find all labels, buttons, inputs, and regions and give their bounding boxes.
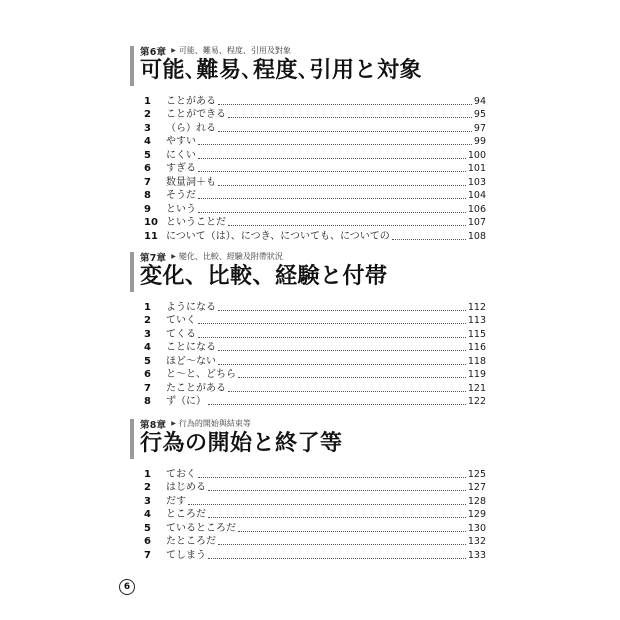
dot-leader (198, 144, 472, 145)
entry-label: そうだ (166, 190, 196, 201)
toc-entry[interactable] (130, 229, 486, 243)
dot-leader (208, 404, 466, 405)
entry-page: 130 (467, 522, 486, 534)
toc-entry[interactable] (130, 381, 486, 395)
entry-label: ことができる (166, 109, 226, 120)
dot-leader (218, 544, 466, 545)
entry-number: 7 (144, 382, 151, 394)
chapter-subtitle: 可能、難易、程度、引用及對象 (178, 46, 291, 55)
toc-entry[interactable] (130, 175, 486, 189)
entry-label: ず（に） (166, 396, 206, 407)
dot-leader (198, 477, 466, 478)
entry-number: 2 (144, 315, 151, 326)
entry-label: （ら）れる (166, 122, 216, 134)
toc-entry[interactable] (130, 162, 486, 176)
toc-entry[interactable] (130, 467, 486, 481)
toc-entry[interactable] (130, 121, 486, 135)
entry-label: と～と、どちら (166, 369, 236, 380)
dot-leader (228, 225, 466, 226)
dot-leader (198, 212, 466, 213)
dot-leader (198, 323, 466, 324)
dot-leader (218, 310, 466, 311)
entry-page: 133 (467, 549, 486, 561)
entry-label: はじめる (166, 482, 206, 493)
toc-list (130, 467, 486, 562)
chapter-6 (130, 44, 486, 243)
toc-entry[interactable] (130, 535, 486, 549)
chapter-bar (130, 46, 134, 86)
toc-entry[interactable] (130, 354, 486, 368)
entry-label: ていく (166, 315, 196, 326)
toc-list (130, 94, 486, 243)
toc-entry[interactable] (130, 202, 486, 216)
entry-page: 125 (467, 468, 486, 480)
toc-entry[interactable] (130, 327, 486, 341)
dot-leader (188, 504, 466, 505)
triangle-right-icon: ▶ (171, 253, 176, 260)
toc-entry[interactable] (130, 135, 486, 149)
entry-number: 9 (144, 203, 151, 215)
entry-page: 104 (467, 190, 486, 201)
chapter-number: 第7章 (140, 252, 167, 264)
entry-number: 6 (144, 163, 151, 174)
entry-number: 10 (144, 217, 158, 228)
entry-label: ほど～ない (166, 355, 216, 367)
entry-number: 7 (144, 176, 151, 188)
chapter-title: 可能､難易､程度､引用と対象 (140, 58, 423, 83)
entry-page: 122 (467, 396, 486, 407)
entry-label: 数量詞＋も (166, 176, 216, 188)
entry-page: 112 (467, 301, 486, 313)
entry-label: やすい (166, 136, 196, 147)
entry-label: すぎる (166, 163, 196, 174)
dot-leader (198, 158, 466, 159)
dot-leader (198, 337, 466, 338)
chapter-label-row (140, 44, 486, 57)
toc-entry[interactable] (130, 148, 486, 162)
entry-page: 128 (467, 495, 486, 507)
dot-leader (218, 350, 466, 351)
chapter-header (130, 44, 486, 84)
chapter-header (130, 250, 486, 290)
entry-page: 127 (467, 482, 486, 493)
toc-entry[interactable] (130, 189, 486, 203)
chapter-number: 第8章 (140, 419, 167, 431)
chapter-title: 変化、比較、経験と付帯 (140, 264, 388, 289)
toc-entry[interactable] (130, 300, 486, 314)
entry-page: 129 (467, 509, 486, 520)
entry-number: 5 (144, 355, 151, 367)
chapter-bar (130, 419, 134, 459)
entry-label: ておく (166, 468, 196, 480)
chapter-label-row (140, 417, 486, 430)
chapter-subtitle: 變化、比較、經驗及附帶狀況 (178, 252, 283, 261)
entry-label: てくる (166, 328, 196, 340)
toc-entry[interactable] (130, 395, 486, 409)
entry-label: という (166, 203, 196, 215)
entry-number: 6 (144, 536, 151, 547)
toc-entry[interactable] (130, 481, 486, 495)
dot-leader (238, 531, 466, 532)
entry-label: ようになる (166, 301, 216, 313)
entry-page: 118 (467, 355, 486, 367)
entry-page: 97 (473, 122, 486, 134)
toc-entry[interactable] (130, 548, 486, 562)
dot-leader (228, 117, 472, 118)
triangle-right-icon: ▶ (171, 47, 176, 54)
chapter-label-row (140, 250, 486, 263)
triangle-right-icon: ▶ (171, 420, 176, 427)
entry-page: 99 (473, 136, 486, 147)
entry-number: 7 (144, 549, 151, 561)
entry-page: 106 (467, 203, 486, 215)
entry-label: ているところだ (166, 522, 236, 534)
dot-leader (392, 239, 466, 240)
dot-leader (208, 558, 466, 559)
entry-page: 121 (467, 382, 486, 394)
entry-number: 3 (144, 495, 151, 507)
dot-leader (228, 391, 466, 392)
dot-leader (198, 198, 466, 199)
chapter-bar (130, 252, 134, 292)
entry-number: 11 (144, 230, 158, 242)
entry-number: 3 (144, 328, 151, 340)
entry-page: 115 (467, 328, 486, 340)
entry-number: 2 (144, 482, 151, 493)
entry-page: 113 (467, 315, 486, 326)
chapter-header (130, 417, 486, 457)
toc-entry[interactable] (130, 314, 486, 328)
toc-list (130, 300, 486, 408)
entry-number: 8 (144, 396, 151, 407)
chapter-8 (130, 417, 486, 562)
entry-page: 94 (473, 95, 486, 107)
entry-number: 4 (144, 136, 151, 147)
entry-number: 1 (144, 95, 151, 107)
toc-entry[interactable] (130, 108, 486, 122)
dot-leader (218, 364, 466, 365)
entry-label: たところだ (166, 536, 216, 547)
entry-number: 5 (144, 149, 151, 161)
toc-entry[interactable] (130, 368, 486, 382)
entry-label: ことになる (166, 342, 216, 353)
toc-entry[interactable] (130, 521, 486, 535)
toc-entry[interactable] (130, 494, 486, 508)
entry-page: 95 (473, 109, 486, 120)
toc-entry[interactable] (130, 94, 486, 108)
entry-page: 119 (467, 369, 486, 380)
toc-entry[interactable] (130, 508, 486, 522)
entry-page: 101 (467, 163, 486, 174)
chapter-number: 第6章 (140, 46, 167, 58)
chapter-title: 行為の開始と終了等 (140, 431, 343, 456)
entry-page: 116 (467, 342, 486, 353)
entry-label: ということだ (166, 217, 226, 228)
entry-label: だす (166, 495, 186, 507)
entry-label: にくい (166, 149, 196, 161)
dot-leader (218, 104, 472, 105)
entry-label: について（は）、につき、についても、についての (166, 230, 390, 242)
entry-number: 4 (144, 509, 151, 520)
entry-number: 1 (144, 468, 151, 480)
dot-leader (238, 377, 466, 378)
toc-entry[interactable] (130, 341, 486, 355)
entry-number: 4 (144, 342, 151, 353)
entry-page: 103 (467, 176, 486, 188)
dot-leader (198, 171, 466, 172)
entry-label: てしまう (166, 549, 206, 561)
chapter-subtitle: 行為的開始與結束等 (178, 419, 251, 428)
entry-label: ところだ (166, 509, 206, 520)
entry-label: ことがある (166, 95, 216, 107)
dot-leader (218, 131, 472, 132)
entry-page: 108 (467, 230, 486, 242)
dot-leader (218, 185, 466, 186)
page-number: 6 (119, 579, 135, 595)
entry-page: 107 (467, 217, 486, 228)
entry-number: 3 (144, 122, 151, 134)
entry-page: 100 (467, 149, 486, 161)
dot-leader (208, 490, 466, 491)
dot-leader (208, 517, 466, 518)
entry-number: 5 (144, 522, 151, 534)
toc-entry[interactable] (130, 216, 486, 230)
entry-label: たことがある (166, 382, 226, 394)
entry-number: 2 (144, 109, 151, 120)
entry-number: 6 (144, 369, 151, 380)
entry-number: 8 (144, 190, 151, 201)
chapter-7 (130, 250, 486, 408)
entry-number: 1 (144, 301, 151, 313)
entry-page: 132 (467, 536, 486, 547)
